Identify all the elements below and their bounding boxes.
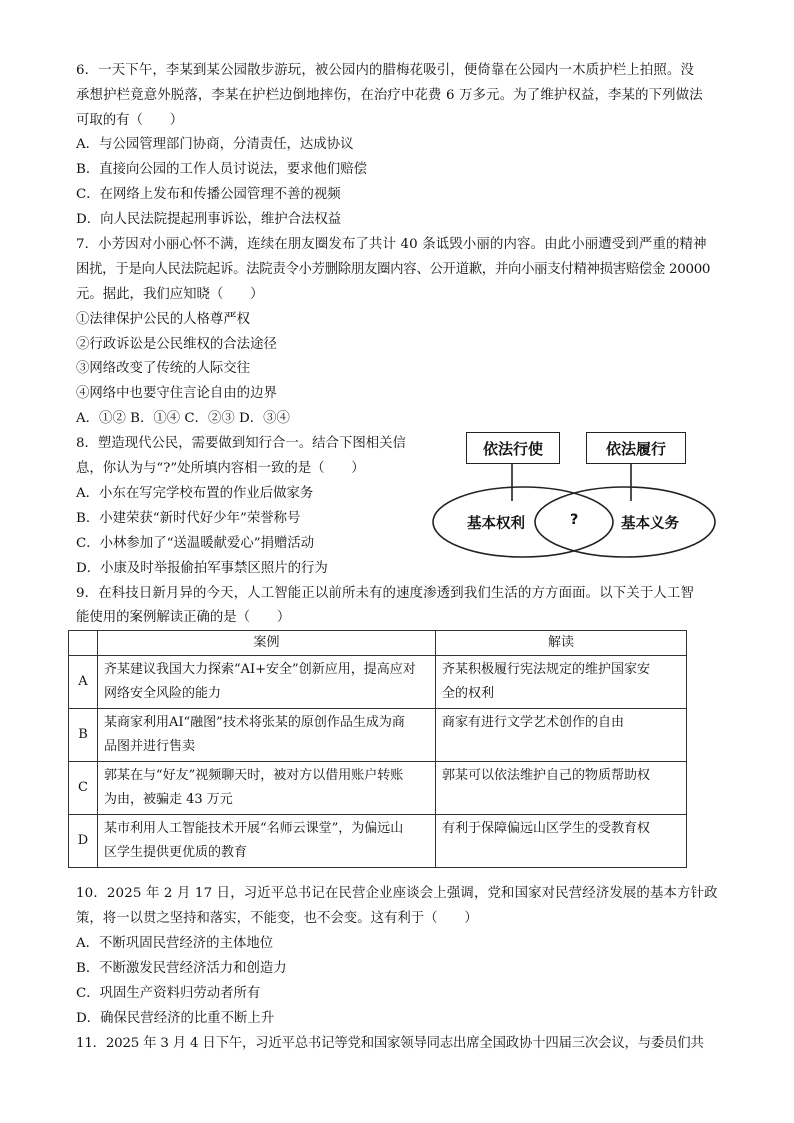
table-row bbox=[69, 656, 687, 709]
box-fulfil-lawfully: 依法履行 bbox=[586, 432, 686, 464]
q6-stem-line-1: 6．一天下午，李某到某公园散步游玩，被公园内的腊梅花吸引，便倚靠在公园内一木质护栏上拍照。没 bbox=[76, 63, 694, 78]
header-label-cell bbox=[69, 631, 98, 656]
case-line: 品图并进行售卖 bbox=[104, 739, 196, 754]
q6-option-d: D．向人民法院提起刑事诉讼，维护合法权益 bbox=[76, 212, 342, 227]
box-exercise-lawfully: 依法行使 bbox=[466, 432, 560, 464]
q8-option-c: C．小林参加了“送温暖献爱心”捐赠活动 bbox=[76, 536, 315, 551]
q7-item-4: ④网络中也要守住言论自由的边界 bbox=[76, 386, 277, 401]
q8-stem-line-2: 息，你认为与“?”处所填内容相一致的是（ ） bbox=[76, 461, 365, 476]
q7-answer-options: A．①② B．①④ C．②③ D．③④ bbox=[76, 411, 290, 426]
header-case: 案例 bbox=[98, 631, 436, 656]
case-line: 为由，被骗走 43 万元 bbox=[104, 792, 233, 807]
case-line: 某商家利用AI“融图”技术将张某的原创作品生成为商 bbox=[104, 715, 405, 730]
q8-option-b: B．小建荣获“新时代好少年”荣誉称号 bbox=[76, 511, 301, 526]
q9-stem-line-1: 9．在科技日新月异的今天，人工智能正以前所未有的速度渗透到我们生活的方方面面。以下关于人工智 bbox=[76, 586, 694, 601]
q10-option-c: C．巩固生产资料归劳动者所有 bbox=[76, 986, 261, 1001]
q6-stem-line-3: 可取的有（ ） bbox=[76, 113, 184, 128]
label-basic-rights: 基本权利 bbox=[467, 516, 525, 532]
case-line: 网络安全风险的能力 bbox=[104, 686, 222, 701]
reading-line: 齐某积极履行宪法规定的维护国家安 bbox=[442, 662, 651, 677]
q8-stem-line-1: 8．塑造现代公民，需要做到知行合一。结合下图相关信 bbox=[76, 436, 406, 451]
reading-line: 商家有进行文学艺术创作的自由 bbox=[442, 715, 625, 730]
label-question-mark: ? bbox=[570, 512, 579, 528]
table-row bbox=[69, 815, 687, 868]
q7-stem-line-2: 困扰，于是向人民法院起诉。法院责令小芳删除朋友圈内容、公开道歉，并向小丽支付精神损害赔偿金 20000 bbox=[76, 262, 711, 277]
label-basic-duties: 基本义务 bbox=[621, 516, 679, 532]
q7-item-3: ③网络改变了传统的人际交往 bbox=[76, 361, 251, 376]
case-cell bbox=[98, 762, 436, 815]
q10-option-b: B．不断激发民营经济活力和创造力 bbox=[76, 961, 287, 976]
header-reading: 解读 bbox=[436, 631, 687, 656]
row-label: A bbox=[69, 656, 98, 709]
q7-stem-line-3: 元。据此，我们应知晓（ ） bbox=[76, 287, 264, 302]
q10-option-a: A．不断巩固民营经济的主体地位 bbox=[76, 936, 274, 951]
q6-stem-line-2: 承想护栏竟意外脱落，李某在护栏边倒地摔伤，在治疗中花费 6 万多元。为了维护权益，李某的下列做法 bbox=[76, 88, 703, 103]
case-cell bbox=[98, 815, 436, 868]
case-line: 齐某建议我国大力探索“AI+安全”创新应用，提高应对 bbox=[104, 662, 416, 677]
reading-line: 郭某可以依法维护自己的物质帮助权 bbox=[442, 768, 651, 783]
reading-cell bbox=[436, 815, 687, 868]
table-row bbox=[69, 709, 687, 762]
table-row bbox=[69, 762, 687, 815]
reading-cell bbox=[436, 709, 687, 762]
q7-item-2: ②行政诉讼是公民维权的合法途径 bbox=[76, 337, 277, 352]
q10-stem-line-2: 策，将一以贯之坚持和落实，不能变，也不会变。这有利于（ ） bbox=[76, 911, 478, 926]
reading-cell bbox=[436, 762, 687, 815]
q6-option-a: A．与公园管理部门协商，分清责任，达成协议 bbox=[76, 137, 354, 152]
q8-option-a: A．小东在写完学校布置的作业后做家务 bbox=[76, 486, 314, 501]
case-cell bbox=[98, 656, 436, 709]
q10-option-d: D．确保民营经济的比重不断上升 bbox=[76, 1011, 275, 1026]
case-line: 郭某在与“好友”视频聊天时，被对方以借用账户转账 bbox=[104, 768, 404, 783]
case-line: 某市利用人工智能技术开展“名师云课堂”，为偏远山 bbox=[104, 821, 404, 836]
reading-line: 全的权利 bbox=[442, 686, 495, 701]
q6-option-b: B．直接向公园的工作人员讨说法，要求他们赔偿 bbox=[76, 162, 368, 177]
reading-cell bbox=[436, 656, 687, 709]
q6-option-c: C．在网络上发布和传播公园管理不善的视频 bbox=[76, 187, 341, 202]
row-label: D bbox=[69, 815, 98, 868]
q7-item-1: ①法律保护公民的人格尊严权 bbox=[76, 312, 251, 327]
row-label: C bbox=[69, 762, 98, 815]
q9-stem-line-2: 能使用的案例解读正确的是（ ） bbox=[76, 610, 291, 625]
reading-line: 有利于保障偏远山区学生的受教育权 bbox=[442, 821, 651, 836]
case-line: 区学生提供更优质的教育 bbox=[104, 845, 248, 860]
q9-case-table bbox=[68, 630, 687, 868]
q10-stem-line-1: 10．2025 年 2 月 17 日，习近平总书记在民营企业座谈会上强调，党和国家对民营经济发展的基本方针政 bbox=[76, 886, 718, 901]
table-header-row bbox=[69, 631, 687, 656]
q8-option-d: D．小康及时举报偷拍军事禁区照片的行为 bbox=[76, 561, 328, 576]
q11-stem-line-1: 11．2025 年 3 月 4 日下午，习近平总书记等党和国家领导同志出席全国政协十四届三次会议，与委员们共 bbox=[76, 1036, 704, 1051]
q7-stem-line-1: 7．小芳因对小丽心怀不满，连续在朋友圈发布了共计 40 条诋毁小丽的内容。由此小丽遭受到严重的精神 bbox=[76, 237, 707, 252]
row-label: B bbox=[69, 709, 98, 762]
case-cell bbox=[98, 709, 436, 762]
